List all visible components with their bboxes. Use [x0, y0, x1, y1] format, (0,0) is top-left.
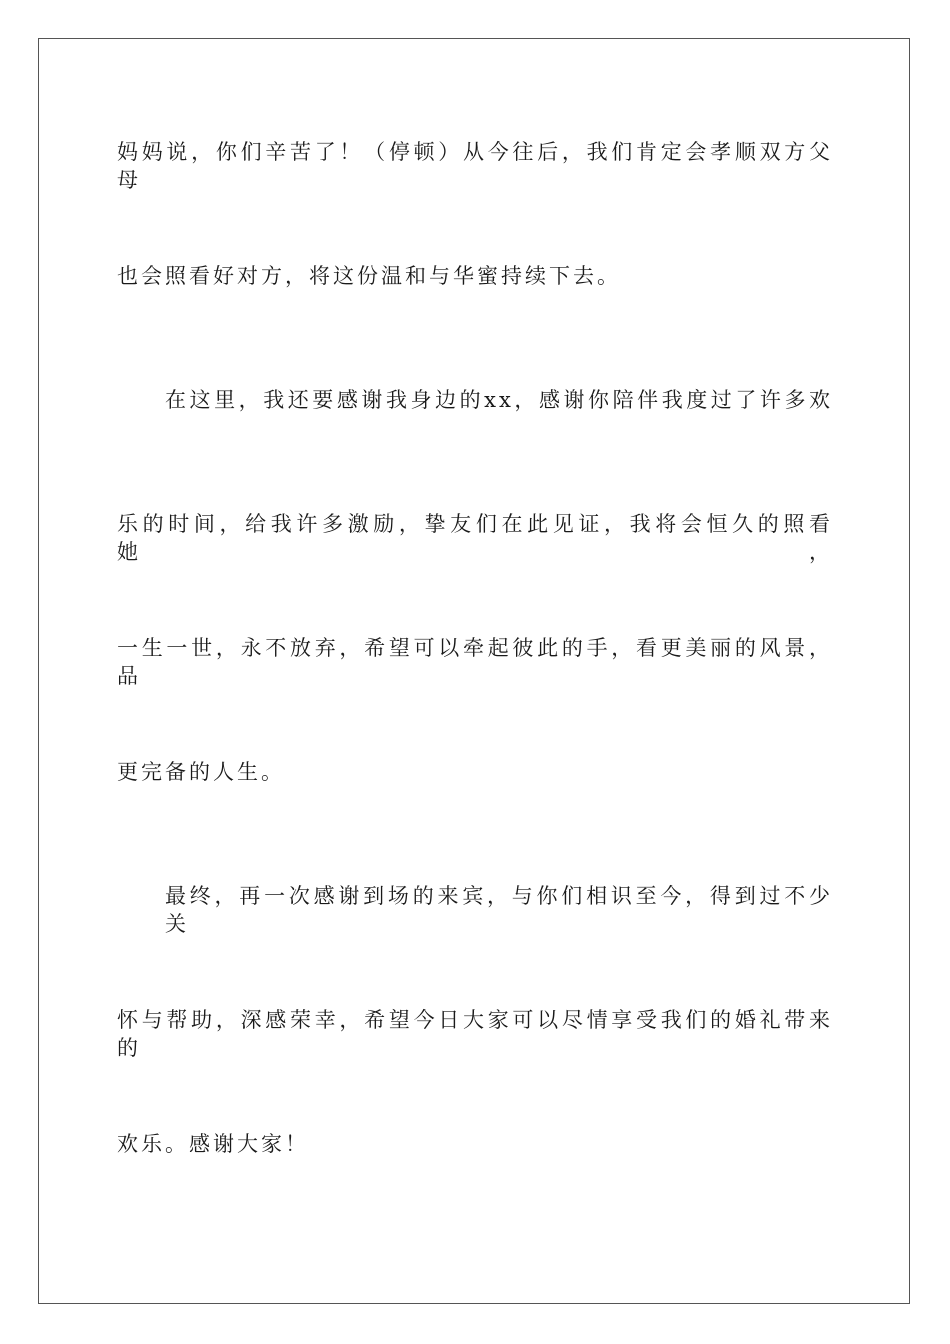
text-line: 欢乐。感谢大家！ [117, 1132, 309, 1156]
text-line: 妈妈说，你们辛苦了！（停顿）从今往后，我们肯定会孝顺双方父母 [117, 140, 833, 192]
text-line: 怀与帮助，深感荣幸，希望今日大家可以尽情享受我们的婚礼带来的 [117, 1008, 833, 1060]
text-line: 乐的时间，给我许多激励，挚友们在此见证，我将会恒久的照看她， [117, 512, 833, 564]
text-line: 也会照看好对方，将这份温和与华蜜持续下去。 [117, 264, 621, 288]
text-line: 更完备的人生。 [117, 760, 285, 784]
page-border [38, 38, 910, 1304]
text-line: 最终，再一次感谢到场的来宾，与你们相识至今，得到过不少关 [165, 884, 833, 936]
text-line: 在这里，我还要感谢我身边的xx，感谢你陪伴我度过了许多欢 [165, 388, 833, 412]
text-line: 一生一世，永不放弃，希望可以牵起彼此的手，看更美丽的风景，品 [117, 636, 833, 688]
